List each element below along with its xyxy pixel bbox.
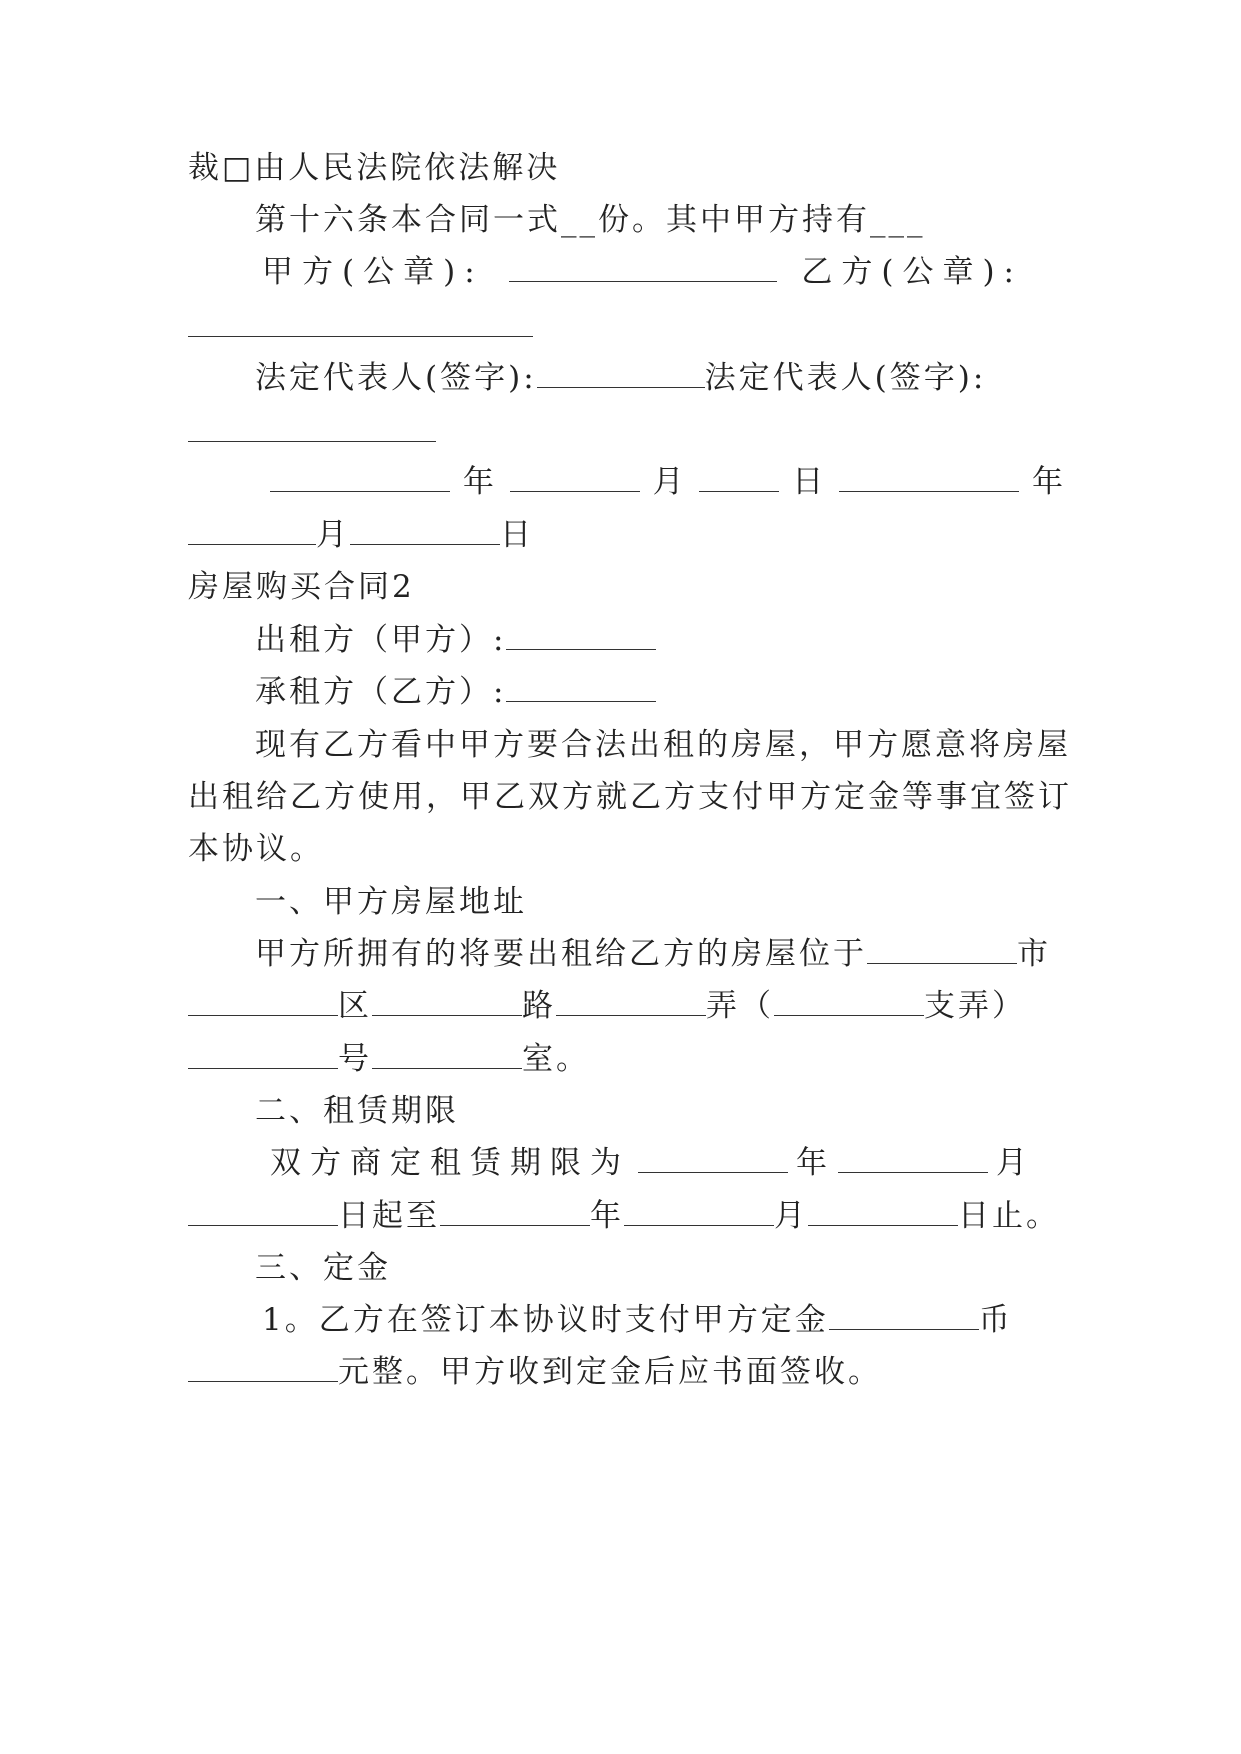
blank-field bbox=[867, 935, 1017, 964]
blank-field bbox=[774, 987, 924, 1016]
from-label: 日起至 bbox=[338, 1198, 440, 1234]
month-label: 月 bbox=[996, 1145, 1030, 1181]
month-label: 月 bbox=[774, 1198, 808, 1234]
year-label: 年 bbox=[1032, 464, 1067, 500]
clause-heading: 一、甲方房屋地址 bbox=[255, 884, 527, 920]
blank-field bbox=[188, 413, 436, 442]
blank-field bbox=[638, 1144, 788, 1173]
text-line: 裁□由人民法院依法解决 bbox=[188, 150, 561, 186]
section-title: 房屋购买合同2 bbox=[188, 569, 415, 605]
party-a-seal-label: 甲方(公章): bbox=[262, 254, 484, 290]
number-label: 号 bbox=[338, 1041, 372, 1077]
party-b-seal-label: 乙方(公章): bbox=[801, 254, 1023, 290]
blank-field bbox=[556, 987, 706, 1016]
paragraph-line: 出租给乙方使用，甲乙双方就乙方支付甲方定金等事宜签订 bbox=[188, 779, 1072, 815]
deposit-line bbox=[262, 1300, 1142, 1340]
lessee-label: 承租方（乙方）: bbox=[255, 674, 507, 710]
blank-field bbox=[510, 463, 640, 492]
address-line bbox=[188, 1039, 1068, 1079]
currency-label: 币 bbox=[978, 1302, 1013, 1338]
deposit-text: 1。乙方在签订本协议时支付甲方定金 bbox=[262, 1302, 829, 1338]
blank-field bbox=[506, 673, 656, 702]
sublane-label: 支弄） bbox=[924, 988, 1026, 1024]
district-label: 区 bbox=[338, 988, 372, 1024]
signature-line-representative bbox=[255, 358, 1135, 398]
year-label: 年 bbox=[796, 1145, 830, 1181]
lessee-line bbox=[255, 672, 1135, 712]
clause-heading: 三、定金 bbox=[255, 1250, 391, 1286]
blank-field bbox=[624, 1197, 774, 1226]
month-label: 月 bbox=[316, 517, 350, 553]
road-label: 路 bbox=[522, 988, 556, 1024]
text-line: 第十六条本合同一式__份。其中甲方持有___ bbox=[255, 202, 926, 238]
deposit-text: 元整。甲方收到定金后应书面签收。 bbox=[338, 1354, 882, 1390]
blank-field bbox=[188, 1197, 338, 1226]
blank-row bbox=[188, 412, 1068, 452]
date-line bbox=[270, 462, 1150, 502]
paragraph-line: 现有乙方看中甲方要合法出租的房屋，甲方愿意将房屋 bbox=[255, 727, 1071, 763]
blank-field bbox=[188, 1040, 338, 1069]
day-label: 日 bbox=[500, 517, 534, 553]
deposit-line bbox=[188, 1352, 1068, 1392]
blank-field bbox=[808, 1197, 958, 1226]
blank-field bbox=[188, 987, 338, 1016]
paragraph-line: 本协议。 bbox=[188, 831, 324, 867]
lane-label: 弄（ bbox=[706, 988, 774, 1024]
blank-field bbox=[372, 987, 522, 1016]
blank-field bbox=[270, 463, 450, 492]
clause-heading: 二、租赁期限 bbox=[255, 1093, 459, 1129]
blank-field bbox=[699, 463, 779, 492]
blank-field bbox=[839, 463, 1019, 492]
until-label: 日止。 bbox=[958, 1198, 1060, 1234]
address-text: 甲方所拥有的将要出租给乙方的房屋位于 bbox=[255, 936, 867, 972]
blank-field bbox=[509, 253, 777, 282]
day-label: 日 bbox=[792, 464, 827, 500]
blank-field bbox=[829, 1301, 979, 1330]
blank-field bbox=[188, 308, 533, 337]
blank-row bbox=[188, 307, 1068, 347]
blank-field bbox=[372, 1040, 522, 1069]
date-line bbox=[188, 515, 1068, 555]
party-b-representative-label: 法定代表人(签字): bbox=[704, 360, 987, 396]
lessor-line bbox=[255, 620, 1135, 660]
year-label: 年 bbox=[462, 464, 497, 500]
term-line bbox=[270, 1143, 1150, 1183]
term-line bbox=[188, 1196, 1068, 1236]
blank-field bbox=[838, 1144, 988, 1173]
blank-field bbox=[537, 359, 705, 388]
month-label: 月 bbox=[652, 464, 687, 500]
blank-field bbox=[506, 621, 656, 650]
blank-field bbox=[188, 1353, 338, 1382]
signature-line-party-a bbox=[262, 252, 1142, 292]
blank-field bbox=[440, 1197, 590, 1226]
party-a-representative-label: 法定代表人(签字): bbox=[255, 360, 537, 396]
year-label: 年 bbox=[590, 1198, 624, 1234]
address-line bbox=[188, 986, 1068, 1026]
blank-field bbox=[188, 516, 316, 545]
address-line bbox=[255, 934, 1135, 974]
city-label: 市 bbox=[1017, 936, 1051, 972]
term-text: 双方商定租赁期限为 bbox=[270, 1145, 630, 1181]
blank-field bbox=[350, 516, 500, 545]
lessor-label: 出租方（甲方）: bbox=[255, 622, 507, 658]
room-label: 室。 bbox=[522, 1041, 590, 1077]
